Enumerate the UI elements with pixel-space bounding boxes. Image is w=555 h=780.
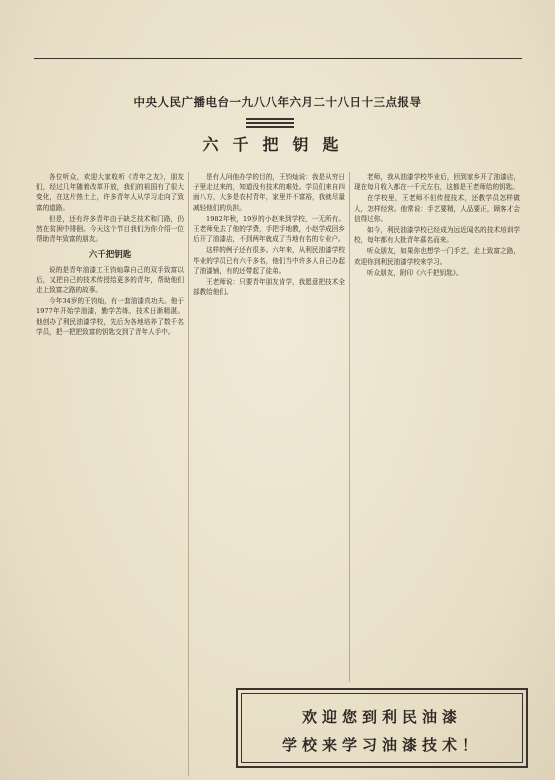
column-divider: [188, 172, 189, 776]
article-paragraph: 各位听众，欢迎大家收听《青年之友》，朋友们，经过几年随着改革开放，我们的祖国有了很大变化，在这片热土上，许多青年人从学习走向了致富的道路。: [36, 173, 184, 212]
article-paragraph: 在学校里，王老师不但传授技术，还教学员怎样做人，怎样经营。他常说：手艺要精，人品要正，顾客才会信得过你。: [354, 194, 520, 223]
top-rule: [34, 58, 522, 59]
article-column-3: [354, 172, 520, 718]
article-paragraph: 但是，还有许多青年由于缺乏技术和门路，仍然在贫困中徘徊。今天这个节目我们为你介绍一位帮助青年致富的朋友。: [36, 214, 184, 244]
article-headline: 六千把钥匙: [202, 135, 353, 154]
article-paragraph: 王老师说：只要青年朋友肯学，我愿意把技术全部教给他们。: [193, 278, 345, 297]
broadcast-line: 中央人民广播电台一九八八年六月二十八日十三点报导: [133, 95, 422, 109]
article-column-1: [36, 172, 184, 776]
article-paragraph: 听众朋友，如果你也想学一门手艺，走上致富之路，欢迎你到利民油漆学校来学习。: [354, 247, 520, 266]
article-paragraph: 这样的例子还有很多。六年来，从利民油漆学校毕业的学员已有六千多名，他们当中许多人自己办起了油漆铺，有的还带起了徒弟。: [193, 246, 345, 275]
article-paragraph: 如今，利民油漆学校已经成为远近闻名的技术培训学校，每年都有大批青年慕名而来。: [354, 226, 520, 245]
decorative-rule: [246, 118, 294, 128]
article-paragraph: 是有人问他办学的目的，王钧灿说：我是从穷日子里走过来的，知道没有技术的难处。学员们来自四面八方，大多是农村青年，家里并不富裕，我就尽量减轻他们的负担。: [193, 173, 345, 212]
advertisement-line-1: 欢迎您到利民油漆: [301, 708, 462, 726]
article-subhead: 六千把钥匙: [88, 250, 132, 261]
closing-note: 听众朋友，附印《六千把钥匙》。: [367, 268, 463, 277]
article-paragraph: 今年34岁的王钧灿，有一套油漆真功夫。他于1977年开始学油漆，勤学苦练，技术日渐精湛。他创办了利民油漆学校，先后为各地培养了数千名学员，把一把把致富的钥匙交到了青年人手中。: [36, 297, 184, 336]
article-paragraph: 老师，我从油漆学校毕业后，回到家乡开了油漆店，现在每月收入都在一千元左右，这都是王老师给的钥匙。: [354, 173, 520, 192]
article-paragraph: 1982年秋，19岁的小赵来到学校，一无所有。王老师免去了他的学费，手把手地教，小赵学成回乡后开了油漆店，不到两年就成了当地有名的专业户。: [193, 214, 345, 244]
column-divider: [349, 172, 350, 682]
advertisement-line-2: 学校来学习油漆技术！: [281, 736, 482, 754]
article-column-2: [193, 172, 345, 738]
advertisement-box: [236, 688, 528, 768]
article-paragraph: 说的是青年油漆工王钧灿靠自己的双手致富以后，又把自己的技术传授给更多的青年，帮助他们走上致富之路的故事。: [36, 265, 184, 295]
